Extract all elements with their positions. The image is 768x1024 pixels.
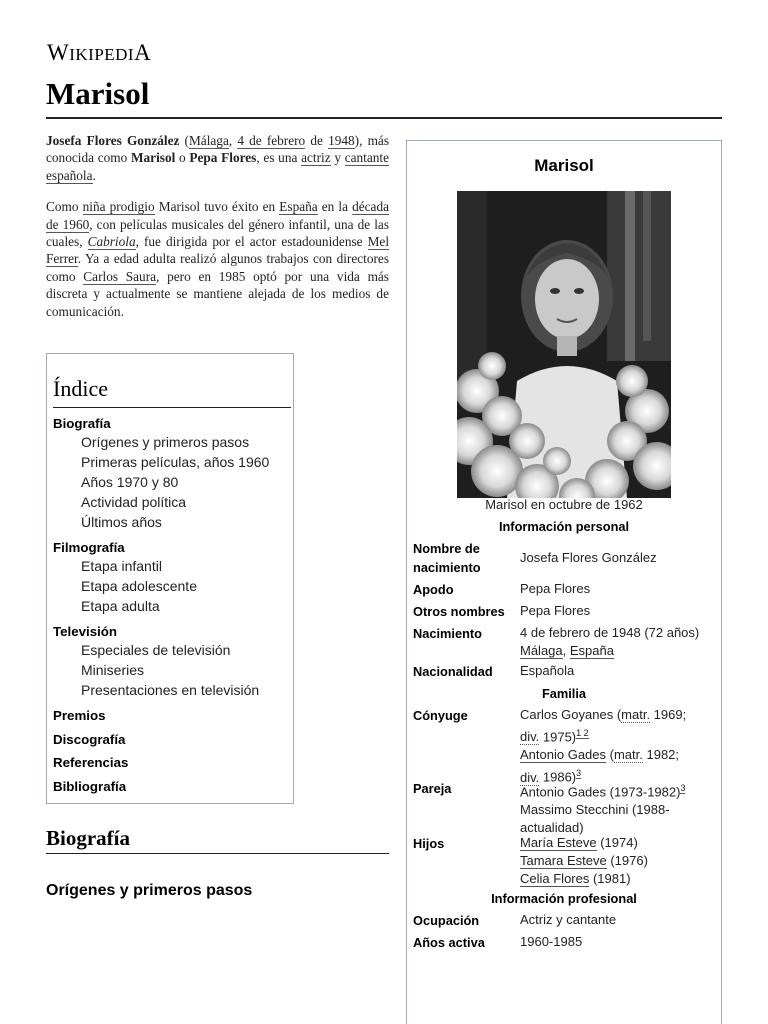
section-divider <box>46 853 389 854</box>
toc-link[interactable]: Biografía <box>53 416 111 431</box>
bold-text: Pepa Flores <box>189 150 257 166</box>
label-otros-nombres: Otros nombres <box>413 604 505 619</box>
toc-link[interactable]: Discografía <box>53 732 126 747</box>
reference-link[interactable]: 1 2 <box>576 728 589 738</box>
portrait-photo[interactable] <box>457 191 671 498</box>
article-link[interactable]: española <box>46 167 93 183</box>
text-run: o <box>175 150 190 166</box>
abbr-matr[interactable]: matr. <box>613 747 643 763</box>
article-link[interactable]: niña prodigio <box>82 199 155 215</box>
paren: ( <box>606 747 614 763</box>
value-nacionalidad: Española <box>520 663 575 678</box>
label-anos-activa: Años activa <box>413 935 485 950</box>
birth-place <box>520 642 718 660</box>
toc-link[interactable]: Miniseries <box>81 662 145 678</box>
spouse-2-end: 1986) <box>539 769 577 785</box>
child-1 <box>520 834 718 852</box>
infobox-header-familia: Familia <box>541 686 587 701</box>
spouse-1-divorce <box>520 724 718 746</box>
infobox-title: Marisol <box>534 156 594 175</box>
subsection-title: Orígenes y primeros pasos <box>46 882 253 899</box>
link-tamara-esteve[interactable]: Tamara Esteve <box>520 853 607 868</box>
value-otros-nombres: Pepa Flores <box>520 603 591 618</box>
infobox-header-personal: Información personal <box>498 519 630 534</box>
toc-link[interactable]: Filmografía <box>53 540 125 555</box>
label-nacionalidad: Nacionalidad <box>413 664 493 679</box>
toc-divider <box>53 407 291 408</box>
toc-link[interactable]: Especiales de televisión <box>81 642 231 658</box>
text-run: , <box>228 133 238 148</box>
label-conyuge: Cónyuge <box>413 708 468 723</box>
title-divider <box>46 117 722 119</box>
link-malaga[interactable]: Málaga <box>520 643 563 658</box>
article-link[interactable]: Carlos Saura <box>83 268 157 284</box>
child-2-year: (1976) <box>606 853 648 868</box>
text-run: . Ya a edad adulta realizó algunos trabajos con directores como <box>46 251 389 284</box>
value-nombre: Josefa Flores González <box>520 550 657 565</box>
toc-link[interactable]: Televisión <box>53 624 118 639</box>
link-maria-esteve[interactable]: María Esteve <box>520 835 597 850</box>
label-hijos: Hijos <box>413 836 445 851</box>
table-of-contents <box>46 353 294 804</box>
spouse-1-year: 1969; <box>650 707 687 722</box>
photo-caption: Marisol en octubre de 1962 <box>485 497 643 512</box>
article-link[interactable]: actriz <box>301 150 331 166</box>
toc-link[interactable]: Primeras películas, años 1960 <box>81 454 270 470</box>
birth-date: 4 de febrero de 1948 (72 años) <box>520 625 700 640</box>
lead-paragraph-2 <box>46 198 389 320</box>
text-run: Marisol tuvo éxito en <box>154 199 280 215</box>
partner-2-cont: actualidad) <box>520 820 584 836</box>
partner-1-text: Antonio Gades (1973-1982) <box>520 784 681 800</box>
value-nacimiento <box>520 624 718 660</box>
logo-letters: IKIPEDI <box>69 45 135 64</box>
toc-link[interactable]: Bibliografía <box>53 779 127 794</box>
article-link[interactable]: 1948 <box>328 133 355 148</box>
reference-link[interactable]: 3 <box>576 768 582 779</box>
article-link[interactable]: España <box>279 199 318 215</box>
child-3-year: (1981) <box>589 871 631 886</box>
article-link[interactable]: Mel Ferrer <box>46 234 390 267</box>
lead-section <box>46 132 389 334</box>
text-run: ), más conocida como <box>46 133 389 166</box>
value-conyuge <box>520 706 718 787</box>
text-run: ( <box>179 133 189 148</box>
abbr-div[interactable]: div. <box>520 729 540 745</box>
value-hijos <box>520 834 718 888</box>
label-pareja: Pareja <box>413 781 452 796</box>
article-link[interactable]: Málaga <box>188 133 229 148</box>
value-pareja <box>520 779 718 837</box>
spouse-2-year: 1982; <box>642 747 680 763</box>
label-apodo: Apodo <box>413 582 454 597</box>
article-link[interactable]: Cabriola <box>87 234 136 250</box>
abbr-matr[interactable]: matr. <box>621 707 651 722</box>
toc-link[interactable]: Últimos años <box>81 514 162 530</box>
child-3 <box>520 870 718 888</box>
toc-link[interactable]: Etapa adolescente <box>81 578 197 594</box>
toc-link[interactable]: Actividad política <box>81 494 187 510</box>
portrait-image <box>457 191 671 498</box>
toc-link[interactable]: Etapa adulta <box>81 598 160 614</box>
spouse-1-end: 1975) <box>539 729 577 745</box>
text-run: en la <box>317 199 353 215</box>
link-celia-flores[interactable]: Celia Flores <box>520 871 590 886</box>
text-run: , con películas musicales del género infantil, una de las cuales, <box>46 216 390 250</box>
value-apodo: Pepa Flores <box>520 581 591 596</box>
toc-link[interactable]: Orígenes y primeros pasos <box>81 434 250 450</box>
text-run: , fue dirigida por el actor estadounidense <box>135 234 368 250</box>
toc-link[interactable]: Presentaciones en televisión <box>81 682 260 698</box>
link-espana[interactable]: España <box>569 643 614 658</box>
bold-text: Josefa Flores González <box>46 133 180 148</box>
section-title-biografia: Biografía <box>46 826 130 850</box>
article-link[interactable]: década de 1960 <box>46 199 389 232</box>
value-anos-activa: 1960-1985 <box>520 934 583 949</box>
spouse-1-name: Carlos Goyanes ( <box>520 707 622 722</box>
infobox-header-profesional: Información profesional <box>491 891 637 906</box>
text-run: , es una <box>256 150 302 166</box>
bold-text: Marisol <box>130 150 176 166</box>
logo-letter: W <box>47 40 70 65</box>
separator: , <box>562 643 570 658</box>
logo-letter: A <box>134 40 152 65</box>
toc-link[interactable]: Etapa infantil <box>81 558 162 574</box>
label-ocupacion: Ocupación <box>413 913 480 928</box>
reference-link[interactable]: 3 <box>680 783 686 793</box>
text-run: y <box>330 150 345 166</box>
article-link[interactable]: 4 de febrero <box>237 133 306 148</box>
partner-1 <box>520 779 718 801</box>
label-nacimiento: Nacimiento <box>413 626 482 641</box>
text-run: Como <box>46 199 83 215</box>
label-nombre: Nombre de nacimiento <box>413 541 481 575</box>
child-2 <box>520 852 718 870</box>
toc-title: Índice <box>53 376 108 401</box>
toc-link[interactable]: Años 1970 y 80 <box>81 474 179 490</box>
infobox <box>406 140 722 1024</box>
child-1-year: (1974) <box>596 835 638 850</box>
toc-link[interactable]: Referencias <box>53 755 129 770</box>
lead-paragraph-1 <box>46 132 389 184</box>
article-link[interactable]: cantante <box>344 150 389 166</box>
toc-link[interactable]: Premios <box>53 708 106 723</box>
text-run: . <box>92 167 96 183</box>
text-run: , pero en 1985 optó por una vida más discreta y actualmente se mantiene alejada de los medios de comunicación. <box>46 268 389 319</box>
link-antonio-gades[interactable]: Antonio Gades <box>520 747 607 763</box>
wikipedia-logo[interactable] <box>47 40 151 66</box>
spouse-1 <box>520 706 718 724</box>
abbr-div[interactable]: div. <box>520 769 540 785</box>
value-ocupacion: Actriz y cantante <box>520 912 617 927</box>
spouse-2 <box>520 746 718 764</box>
partner-2: Massimo Stecchini (1988- <box>520 802 670 818</box>
page-title: Marisol <box>46 76 150 111</box>
text-run: de <box>305 133 329 148</box>
